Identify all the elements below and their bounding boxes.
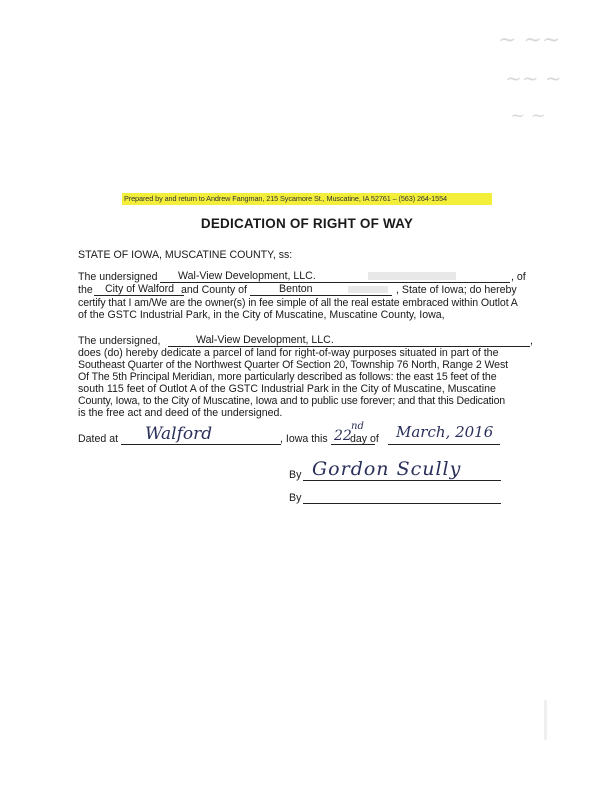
city-field: City of Walford bbox=[105, 283, 175, 295]
scan-smudge bbox=[348, 286, 388, 293]
para1-the: the bbox=[78, 284, 93, 296]
day-suffix-handwritten: nd bbox=[351, 421, 364, 432]
para1-line4: of the GSTC Industrial Park, in the City of Muscatine, Muscatine County, Iowa, bbox=[78, 309, 445, 321]
and-county-label: and County of bbox=[181, 284, 247, 296]
para1-intro: The undersigned bbox=[78, 271, 158, 283]
day-of-label: day of bbox=[350, 433, 379, 445]
scan-bleed-mark: ~ ~ bbox=[510, 105, 546, 126]
place-underline bbox=[121, 444, 281, 445]
para1-of: , of bbox=[511, 271, 526, 283]
para2-line3: Southeast Quarter of the Northwest Quarter Of Section 20, Township 76 North, Range 2 West bbox=[78, 359, 508, 371]
document-title: DEDICATION OF RIGHT OF WAY bbox=[200, 216, 414, 231]
month-year-handwritten: March, 2016 bbox=[396, 423, 494, 441]
iowa-this-label: , Iowa this bbox=[280, 433, 328, 445]
by2-label: By bbox=[289, 492, 302, 504]
para2-line4: Of The 5th Principal Meridian, more particularly described as follows: the east 15 feet of the bbox=[78, 371, 497, 383]
place-handwritten: Walford bbox=[145, 424, 213, 444]
para2-comma: , bbox=[530, 335, 533, 347]
state-text: , State of Iowa; do hereby bbox=[396, 284, 517, 296]
scan-edge-mark bbox=[544, 700, 547, 740]
prepared-by-highlight: Prepared by and return to Andrew Fangman, 215 Sycamore St., Muscatine, IA 52761 – (563) 264-1554 bbox=[122, 193, 492, 205]
signature1-line bbox=[303, 480, 501, 481]
para2-intro: The undersigned, bbox=[78, 335, 161, 347]
para2-line7: is the free act and deed of the undersigned. bbox=[78, 407, 283, 419]
signature2-line bbox=[303, 503, 501, 504]
venue-line: STATE OF IOWA, MUSCATINE COUNTY, ss: bbox=[78, 249, 293, 261]
para2-line6: County, Iowa, to the City of Muscatine, Iowa and to public use forever; and that this Dedication bbox=[78, 395, 506, 407]
para2-line2: does (do) hereby dedicate a parcel of land for right-of-way purposes situated in part of the bbox=[78, 347, 499, 359]
month-underline bbox=[388, 444, 500, 445]
scan-smudge bbox=[368, 272, 456, 280]
owner-underline bbox=[160, 282, 510, 283]
owner-name-field: Wal-View Development, LLC. bbox=[178, 270, 316, 282]
scan-bleed-mark: ~~ ~ bbox=[505, 66, 562, 90]
county-field: Benton bbox=[279, 283, 313, 295]
para1-line3: certify that I am/We are the owner(s) in fee simple of all the real estate embraced within Outlot A bbox=[78, 297, 518, 309]
day-handwritten: 22 bbox=[334, 428, 352, 444]
dated-label: Dated at bbox=[78, 433, 119, 445]
owner2-name-field: Wal-View Development, LLC. bbox=[196, 334, 334, 346]
county-underline bbox=[250, 295, 392, 296]
by1-label: By bbox=[289, 469, 302, 481]
para2-line5: south 115 feet of Outlot A of the GSTC Industrial Park in the City of Muscatine, Muscatine bbox=[78, 383, 496, 395]
city-underline bbox=[94, 295, 184, 296]
scan-bleed-mark: ~ ~~ bbox=[498, 28, 561, 53]
signature1-handwritten: Gordon Scully bbox=[312, 458, 462, 480]
